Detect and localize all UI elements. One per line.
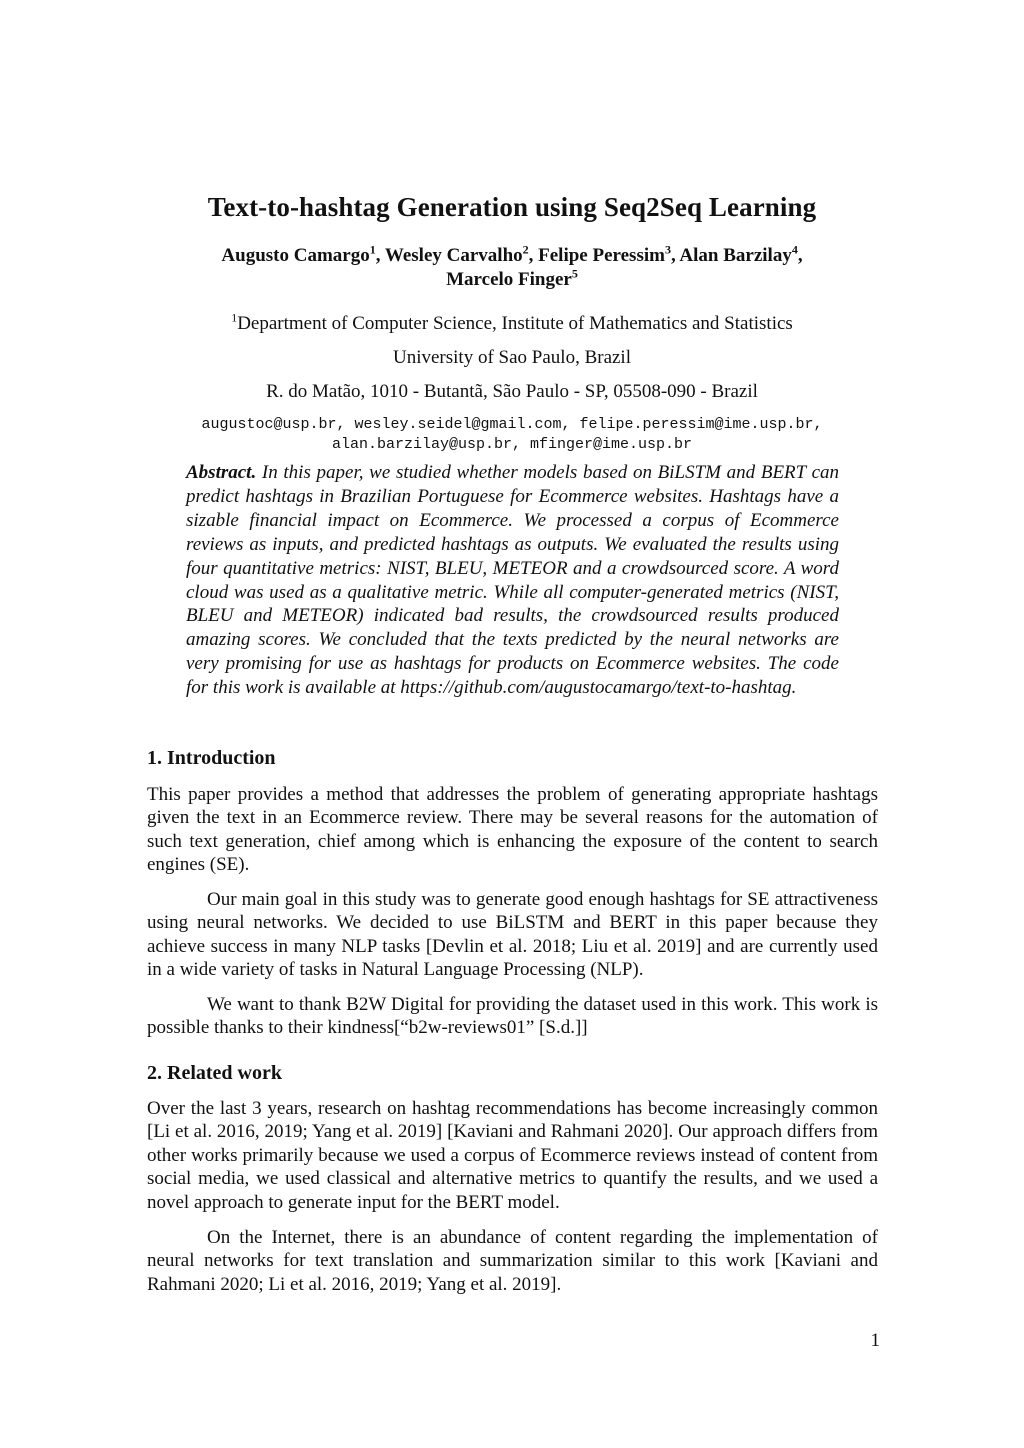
introduction-paragraph: This paper provides a method that addresses the problem of generating appropriate hashtags given the text in an Ecommerce review. There may be several reasons for the automation of such text generation, chief among which is enhancing the exposure of the content to search engines (SE). <box>147 784 878 876</box>
author-separator: , <box>528 245 539 266</box>
author: Wesley Carvalho <box>384 245 523 266</box>
abstract-text: In this paper, we studied whether models based on BiLSTM and BERT can predict hashtags in Brazilian Portuguese for Ecommerce websites. Hashtags have a sizable financial impact on Ecommerce. We processed a corpus of Ecommerce reviews as inputs, and predicted hashtags as outputs. We evaluated the results using four quantitative metrics: NIST, BLEU, METEOR and a crowdsourced score. A word cloud was used as a qualitative metric. While all computer-generated metrics (NIST, BLEU and METEOR) indicated bad results, the crowdsourced results produced amazing scores. We concluded that the texts predicted by the neural networks are very promising for use as hashtags for products on Ecommerce websites. The code for this work is available at https://github.com/augustocamargo/text-to-hashtag. <box>186 462 839 699</box>
author: Augusto Camargo <box>221 245 370 266</box>
section-heading-related-work: 2. Related work <box>147 1062 282 1084</box>
abstract-label: Abstract. <box>186 462 257 483</box>
email-line: alan.barzilay@usp.br, mfinger@ime.usp.br <box>331 436 693 453</box>
author-list <box>120 244 904 292</box>
paper-title: Text-to-hashtag Generation using Seq2Seq Learning <box>207 192 817 222</box>
related-work-paragraph: Over the last 3 years, research on hashtag recommendations has become increasingly common [Li et al. 2016, 2019; Yang et al. 2019] [Kaviani and Rahmani 2020]. Our approach differs from other works primarily because we used a corpus of Ecommerce reviews instead of content from social media, we used classical and alternative metrics to quantify the results, and we used a novel approach to generate input for the BERT model. <box>147 1098 878 1213</box>
introduction-paragraph: Our main goal in this study was to generate good enough hashtags for SE attractiveness using neural networks. We decided to use BiLSTM and BERT in this paper because they achieve success in many NLP tasks [Devlin et al. 2018; Liu et al. 2019] and are currently used in a wide variety of tasks in Natural Language Processing (NLP). <box>147 889 878 981</box>
author-emails <box>0 415 1024 455</box>
author-affiliation-mark: 1 <box>369 242 376 257</box>
email-line: augustoc@usp.br, wesley.seidel@gmail.com, felipe.peressim@ime.usp.br, <box>201 416 823 433</box>
author-affiliation-mark: 5 <box>571 266 578 281</box>
author-separator: , <box>375 245 385 266</box>
author: Alan Barzilay <box>679 245 792 266</box>
author-separator: , <box>670 245 680 266</box>
affiliation-address: R. do Matão, 1010 - Butantã, São Paulo - SP, 05508-090 - Brazil <box>266 381 758 402</box>
author-affiliation-mark: 4 <box>791 242 798 257</box>
author-affiliation-mark: 3 <box>664 242 671 257</box>
affiliation-department-line <box>0 310 1024 335</box>
author-separator: , <box>797 245 803 266</box>
affiliation-university: University of Sao Paulo, Brazil <box>393 347 631 368</box>
abstract <box>186 461 839 700</box>
affiliation-department: Department of Computer Science, Institute of Mathematics and Statistics <box>237 313 793 334</box>
introduction-paragraph: We want to thank B2W Digital for providing the dataset used in this work. This work is possible thanks to their kindness[“b2w-reviews01” [S.d.]] <box>147 994 878 1039</box>
page-number: 1 <box>870 1330 880 1351</box>
affiliation-mark: 1 <box>231 310 238 325</box>
section-heading-introduction: 1. Introduction <box>147 747 276 769</box>
author: Felipe Peressim <box>538 245 665 266</box>
related-work-paragraph: On the Internet, there is an abundance of content regarding the implementation of neural networks for text translation and summarization similar to this work [Kaviani and Rahmani 2020; Li et al. 2016, 2019; Yang et al. 2019]. <box>147 1227 878 1295</box>
author: Marcelo Finger <box>446 269 572 290</box>
author-affiliation-mark: 2 <box>522 242 529 257</box>
